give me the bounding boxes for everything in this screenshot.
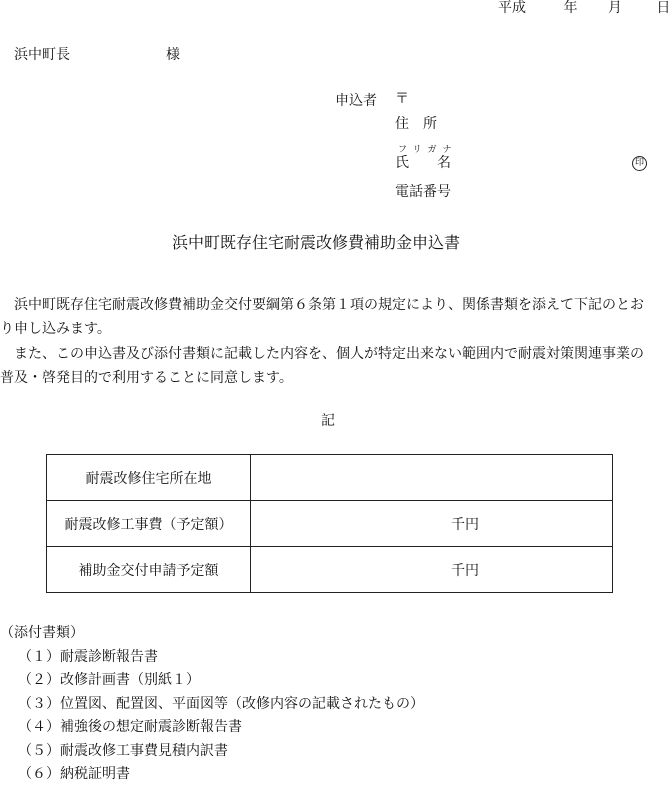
seal-mark (632, 153, 647, 171)
row-value: 千円 (251, 547, 613, 593)
phone-label: 電話番号 (395, 184, 451, 200)
row-label: 耐震改修住宅所在地 (47, 455, 251, 501)
date-era: 平成 (498, 0, 526, 16)
date-day: 日 (656, 0, 670, 16)
ki-heading: 記 (321, 413, 335, 429)
application-table (46, 454, 613, 593)
attachment-item: （１）耐震診断報告書 (18, 648, 158, 665)
row-label: 補助金交付申請予定額 (47, 547, 251, 593)
body-paragraph-2: また、この申込書及び添付書類に記載した内容を、個人が特定出来ない範囲内で耐震対策関連事業の普及・啓発目的で利用することに同意します。 (0, 346, 644, 386)
attachment-item: （５）耐震改修工事費見積内訳書 (18, 742, 228, 759)
attachment-item: （２）改修計画書（別紙１） (18, 672, 200, 688)
table-row (47, 455, 613, 501)
table-row (47, 501, 613, 547)
postal-mark: 〒 (395, 91, 409, 107)
attachment-item: （６）納税証明書 (18, 766, 130, 782)
date-year: 年 (563, 0, 578, 16)
attachments-heading: （添付書類） (0, 625, 84, 641)
table-row (47, 547, 613, 593)
body-paragraph-1: 浜中町既存住宅耐震改修費補助金交付要綱第６条第１項の規定により、関係書類を添えて下記のとおり申し込みます。 (0, 297, 644, 337)
addressee-honorific: 様 (166, 47, 180, 63)
applicant-label: 申込者 (335, 93, 377, 109)
attachment-item: （４）補強後の想定耐震診断報告書 (18, 719, 242, 735)
date-line (498, 0, 670, 17)
date-month: 月 (607, 0, 622, 16)
seal-text: 印 (632, 156, 647, 171)
name-label: 氏 名 (395, 155, 451, 171)
row-value: 千円 (251, 501, 613, 547)
addressee-name: 浜中町長 (14, 47, 70, 63)
address-label: 住 所 (395, 116, 437, 132)
attachment-item: （３）位置図、配置図、平面図等（改修内容の記載されたもの） (18, 695, 424, 712)
furigana-label: フリガナ (398, 145, 458, 155)
row-label: 耐震改修工事費（予定額） (47, 501, 251, 547)
attachments-section (0, 622, 424, 787)
row-value (251, 455, 613, 501)
document-title: 浜中町既存住宅耐震改修費補助金申込書 (172, 233, 461, 252)
